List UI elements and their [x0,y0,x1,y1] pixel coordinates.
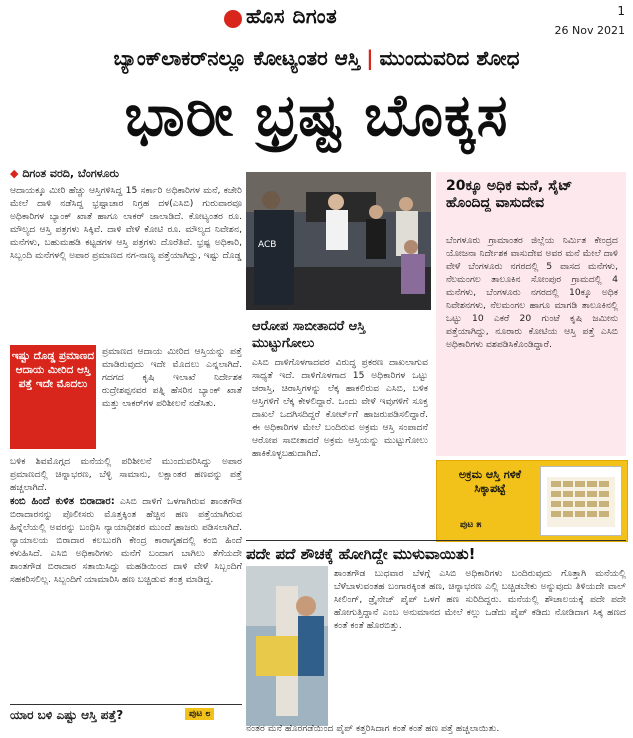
bullet-icon: ◆ [10,167,19,180]
paragraph-more: ಬಳಿಕ ಶಿವಮೊಗ್ಗದ ಮನೆಯಲ್ಲಿ ಪರಿಶೀಲನೆ ಮುಂದುವರಿಸಿದ್ದು ಅಪಾರ ಪ್ರಮಾಣದಲ್ಲಿ ಚಿನ್ನಾಭರಣ, ಬೆಳ್ಳಿ ಸಾಮಾನು, ಲಕ್ಷಾಂತರ ಹಣವನ್ನು ಪತ್ತೆ ಹಚ್ಚಲಾಗಿದೆ. [10,456,242,493]
promo-title: ಅಕ್ರಮ ಆಸ್ತಿ ಗಳಿಕೆ ಸಿಕ್ಕಾಪಟ್ಟೆ [458,468,522,495]
sidebar-title: 20ಕ್ಕೂ ಅಧಿಕ ಮನೆ, ಸೈಟ್ ಹೊಂದಿದ್ದ ವಾಸುದೇವ [446,178,573,211]
kicker-right: ಮುಂದುವರಿದ ಶೋಧ [379,46,520,70]
teaser-title: ಯಾರ ಬಳಿ ಎಷ್ಟು ಆಸ್ತಿ ಪತ್ತೆ? [10,708,124,722]
byline-text: ದಿಗಂತ ವರದಿ, ಬೆಂಗಳೂರು [22,167,119,180]
subsection-text: ಎಸಿಬಿ ದಾಳಿಗೆ ಒಳಗಾಗಿರುವ ಶಾಂತಗೌಡ ಬಿರಾದಾರನನ್ನು ಪೊಲೀಸರು ಮೊತ್ತಕ್ಕಿಂತ ಹೆಚ್ಚಿನ ಹಣ ಪತ್ತೆಯಾಗಿರುವ ಹಿನ್ನೆಲೆಯಲ್ಲಿ ಅವರನ್ನು ಬಂಧಿಸಿ ನ್ಯಾಯಾಧೀಶರ ಮುಂದೆ ಹಾಜರು ಪಡಿಸಲಾಗಿದೆ. ನ್ಯಾಯಾಲಯ ಬಿರಾದಾರ ಕಲಬುರಗಿ ಕೇಂದ್ರ ಕಾರಾಗೃಹದಲ್ಲಿ ಕಂಬಿ ಹಿಂದೆ ಕಳುಹಿಸಿದೆ. ಎಸಿಬಿ ಅಧಿಕಾರಿಗಳು ಮನೆಗೆ ಬಂದಾಗ ಬಾಗಿಲು ತೆಗೆಯದೇ ಶಾಂತಗೌಡ ಬಿರಾದಾರ ಸತಾಯಿಸಿದ್ದು ಮಹಡಿಯಿಂದ ದಾಳಿ ವೇಳೆ ಸಿಬ್ಬಂದಿಗೆ ಸಹಕರಿಸಲಿಲ್ಲ. ಸಿಬ್ಬಂದಿಗೆ ಯಾಮಾರಿಸಿ ಹಣ ಬಚ್ಚಿಡುವ ತಂತ್ರ ಮಾಡಿದ್ದ. [10,496,242,585]
byline [10,167,119,181]
sidebar-body: ಬೆಂಗಳೂರು ಗ್ರಾಮಾಂತರ ಜಿಲ್ಲೆಯ ನಿರ್ಮಿತ ಕೇಂದ್ರದ ಯೋಜನಾ ನಿರ್ದೇಶಕ ವಾಸುದೇವ ಅವರ ಮನೆ ಮೇಲೆ ದಾಳಿ ವೇಳೆ ಬೆಂಗಳೂರು ನಗರದಲ್ಲಿ 5 ವಾಸದ ಮನೆಗಳು, ನೆಲಮಂಗಲ ತಾಲೂಕಿನ ಸೋಂಪುರ ಗ್ರಾಮದಲ್ಲಿ 4 ಮನೆಗಳು, ಬೆಂಗಳೂರು ನಗರದಲ್ಲಿ 10ಕ್ಕೂ ಅಧಿಕ ನಿವೇಶನಗಳು, ನೆಲಮಂಗಲ ಹಾಗೂ ಮಾಗಡಿ ತಾಲೂಕಿನಲ್ಲಿ ಒಟ್ಟು 10 ಎಕರೆ 20 ಗುಂಟೆ ಕೃಷಿ ಜಮೀನು ಪತ್ತೆಯಾಗಿದ್ದು, ನೂರಾರು ಕೋಟಿಯ ಆಸ್ತಿ ಪತ್ತೆ ಎಸಿಬಿ ಅಧಿಕಾರಿಗಳು ವಶಪಡಿಸಿಕೊಂಡಿದ್ದಾರೆ. [446,235,618,350]
subhead-bars: ಕಂಬಿ ಹಿಂದೆ ಕುಳಿತ ಬಿರಾದಾರ: [10,496,115,507]
issue-date: 26 Nov 2021 [554,24,625,37]
page-number: 1 [617,4,625,18]
newspaper-logo: ಹೊಸ ದಿಗಂತ [246,4,338,28]
kicker [12,46,621,70]
assets-seizure-body: ಎಸಿಬಿ ದಾಳಿಗೊಳಗಾದವರ ವಿರುದ್ಧ ಪ್ರಕರಣ ದಾಖಲಾಗುವ ಸಾಧ್ಯತೆ ಇದೆ. ದಾಳಿಗೊಳಗಾದ 15 ಅಧಿಕಾರಿಗಳ ಒಟ್ಟು ಚರಾಸ್ತಿ, ಚಿರಾಸ್ತಿಗಳನ್ನು ಲೆಕ್ಕ ಹಾಕಲಿರುವ ಎಸಿಬಿ, ಬಳಿಕ ಆಸ್ತಿಗಳಿಗೆ ಲೆಕ್ಕ ಕೇಳಲಿದ್ದಾರೆ. ಒಂದು ವೇಳೆ ಇವುಗಳಿಗೆ ಸೂಕ್ತ ದಾಖಲೆ ಒದಗಿಸದಿದ್ದರೆ ಕೋರ್ಟ್‌ಗೆ ಹಾಜರುಪಡಿಸಲಿದ್ದಾರೆ. ಈ ಅಧಿಕಾರಿಗಳ ಮೇಲೆ ಬಂದಿರುವ ಅಕ್ರಮ ಆಸ್ತಿ ಸಂಪಾದನೆ ಆರೋಪ ಸಾಬೀತಾದರೆ ಅಕ್ರಮ ಆಸ್ತಿಯನ್ನು ಮುಟ್ಟುಗೋಲು ಹಾಕಿಕೊಳ್ಳಬಹುದಾಗಿದೆ. [252,357,428,459]
left-column-continuation [10,455,242,700]
logo-icon [224,10,242,28]
cash-stack-icon [540,466,622,536]
kicker-separator: | [366,46,374,70]
acb-jacket-label: ACB [258,240,277,250]
bottom-story-body-end: ನಂತರ ಮನೆ ಹೊರಗಡೆಯಿಂದ ಪೈಪ್ ಕತ್ತರಿಸಿದಾಗ ಕಂತೆ ಕಂತೆ ಹಣ ಪತ್ತೆ ಹಚ್ಚಲಾಯಿತು. [246,723,500,734]
pipe-cash-photo [246,566,328,726]
raid-photo-illustration [246,172,431,310]
raid-photo [246,172,431,310]
lead-paragraph: ಆದಾಯಕ್ಕೂ ಮೀರಿ ಹೆಚ್ಚು ಆಸ್ತಿಗಳಿಸಿದ್ದ 15 ಸರ್ಕಾರಿ ಅಧಿಕಾರಿಗಳ ಮನೆ, ಕಚೇರಿ ಮೇಲೆ ದಾಳಿ ನಡೆಸಿದ್ದ ಭ್ರಷ್ಟಾಚಾರ ನಿಗ್ರಹ ದಳ(ಎಸಿಬಿ) ಗುರುವಾರವೂ ಅಧಿಕಾರಿಗಳ ಬ್ಯಾಂಕ್ ಖಾತೆ ಹಾಗೂ ಲಾಕರ್ ಜಾಲಾಡಿದೆ. ಕೋಟ್ಯಂತರ ರೂ. ಮೌಲ್ಯದ ಆಸ್ತಿ ಪತ್ರಗಳು ಸಿಕ್ಕಿವೆ. ದಾಳಿ ವೇಳೆ ಕೋಟಿ ರೂ. ಮೌಲ್ಯದ ನಿವೇಶನ, ಮನೆಗಳು, ಬಹುಮಹಡಿ ಕಟ್ಟಡಗಳ ಆಸ್ತಿ ಪತ್ರಗಳು ದೊರೆತಿವೆ. ಭ್ರಷ್ಟ ಅಧಿಕಾರಿ, ಸಿಬ್ಬಂದಿ ಮನೆಗಳಲ್ಲಿ ಅಪಾರ ಪ್ರಮಾಣದ ನಗ-ನಾಣ್ಯ ಪತ್ತೆಯಾಗಿದ್ದು, ಇಷ್ಟು ದೊಡ್ಡ [10,185,242,261]
teaser-page-ref: ಪುಟ ೮ [185,708,214,720]
paragraph-subsection [10,495,242,700]
main-headline: ಭಾರೀ ಭ್ರಷ್ಟ ಬೊಕ್ಕಸ [124,81,509,149]
assets-seizure-title: ಆರೋಪ ಸಾಬೀತಾದರೆ ಆಸ್ತಿ ಮುಟ್ಟುಗೋಲು [252,319,366,351]
divider [246,540,626,541]
pull-quote: ಇಷ್ಟು ದೊಡ್ಡ ಪ್ರಮಾಣದ ಆದಾಯ ಮೀರಿದ ಆಸ್ತಿ ಪತ್ತೆ ಇದೇ ಮೊದಲು [10,345,96,449]
wrap-paragraph: ಪ್ರಮಾಣದ ಆದಾಯ ಮೀರಿದ ಆಸ್ತಿಯನ್ನು ಪತ್ತೆ ಮಾಡಿರುವುದು ಇದೇ ಮೊದಲು ಎನ್ನಲಾಗಿದೆ. ಗದಗದ ಕೃಷಿ ಇಲಾಖೆ ನಿರ್ದೇಶಕ ರುದ್ರೇಶಪ್ಪನವರ ಪತ್ನಿ ಹೆಸರಿನ ಬ್ಯಾಂಕ್ ಖಾತೆ ಮತ್ತು ಲಾಕರ್‌ಗಳ ಪರಿಶೀಲನೆ ನಡೆಸಿತು. [102,346,242,409]
bottom-story-body: ಶಾಂತಗೌಡ ಬುಧವಾರ ಬೆಳಗ್ಗೆ ಎಸಿಬಿ ಅಧಿಕಾರಿಗಳು ಬಂದಿರುವುದು ಗೊತ್ತಾಗಿ ಮನೆಯಲ್ಲಿ ಬೆಳೆಬಾಳುವಂತಹ ಬಂಗಾರಕ್ಕಿಂತ ಹಣ, ಚಿನ್ನಾಭರಣ ಎಲ್ಲಿ ಬಚ್ಚಿಡಬೇಕು ಅನ್ನುವುದು ತಿಳಿಯದೇ ವಾಲ್ ಸೀಲಿಂಗ್, ಡ್ರೈನೇಜ್ ಪೈಪ್ ಒಳಗೆ ಹಣ ಸುರಿದಿದ್ದರು. ಮನೆಯಲ್ಲಿ ಶೌಚಾಲಯಕ್ಕೆ ಪದೇ ಪದೇ ಹೋಗುತ್ತಿದ್ದಾನೆ ಎಂಬ ಅನುಮಾನದ ಮೇಲೆ ಕಲ್ಲು ಒಡೆದು ಪೈಪ್ ಕಡಿದು ನೋಡಿದಾಗ ಸಿಕ್ಕ ಹಣದ ಕಂತೆ ಕಂತೆ ಹೊರಬಿತ್ತು. [334,568,626,631]
promo-page-ref: ಪುಟ ೫ [460,520,482,530]
kicker-left: ಬ್ಯಾಂಕ್‌ಲಾಕರ್‌ನಲ್ಲೂ ಕೋಟ್ಯಂತರ ಆಸ್ತಿ [113,46,361,70]
bottom-story-title: ಪದೇ ಪದೆ ಶೌಚಕ್ಕೆ ಹೋಗಿದ್ದೇ ಮುಳುವಾಯಿತು! [246,545,476,563]
divider [10,704,242,705]
